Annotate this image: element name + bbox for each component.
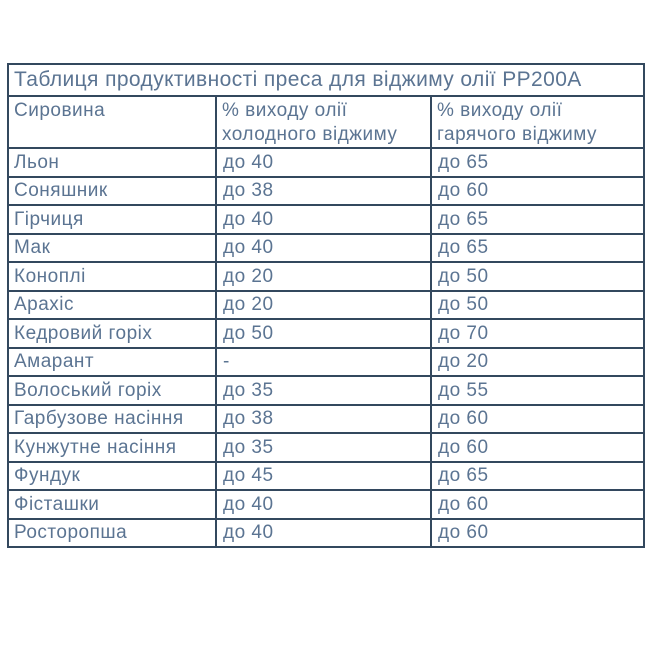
column-header-hot-press-yield: % виходу олії гарячого віджиму (431, 96, 644, 148)
table-row (8, 348, 644, 377)
table-title-row (8, 64, 644, 96)
hot-press-value-cell: до 65 (431, 205, 644, 234)
column-header-raw-material: Сировина (8, 96, 216, 148)
raw-material-cell: Соняшник (8, 177, 216, 206)
table-row (8, 234, 644, 263)
raw-material-cell: Амарант (8, 348, 216, 377)
cold-press-value-cell: - (216, 348, 431, 377)
cold-press-value-cell: до 40 (216, 519, 431, 548)
data-table (7, 63, 645, 548)
hot-press-value-cell: до 50 (431, 262, 644, 291)
table-row (8, 262, 644, 291)
raw-material-cell: Коноплі (8, 262, 216, 291)
hot-press-value-cell: до 65 (431, 234, 644, 263)
cold-press-value-cell: до 40 (216, 205, 431, 234)
hot-press-value-cell: до 50 (431, 291, 644, 320)
table-row (8, 177, 644, 206)
raw-material-cell: Кедровий горіх (8, 319, 216, 348)
table-row (8, 433, 644, 462)
cold-press-value-cell: до 38 (216, 405, 431, 434)
table-row (8, 148, 644, 177)
raw-material-cell: Фундук (8, 462, 216, 491)
cold-press-value-cell: до 35 (216, 376, 431, 405)
raw-material-cell: Льон (8, 148, 216, 177)
hot-press-value-cell: до 70 (431, 319, 644, 348)
raw-material-cell: Волоський горіх (8, 376, 216, 405)
raw-material-cell: Росторопша (8, 519, 216, 548)
raw-material-cell: Мак (8, 234, 216, 263)
raw-material-cell: Арахіс (8, 291, 216, 320)
table-row (8, 205, 644, 234)
hot-press-value-cell: до 60 (431, 490, 644, 519)
hot-press-value-cell: до 60 (431, 519, 644, 548)
table-header-row (8, 96, 644, 148)
cold-press-value-cell: до 35 (216, 433, 431, 462)
cold-press-value-cell: до 38 (216, 177, 431, 206)
table-title: Таблиця продуктивності преса для віджиму олії PP200A (8, 64, 644, 96)
hot-press-value-cell: до 65 (431, 148, 644, 177)
table-row (8, 319, 644, 348)
hot-press-value-cell: до 60 (431, 177, 644, 206)
table-row (8, 490, 644, 519)
raw-material-cell: Кунжутне насіння (8, 433, 216, 462)
table-row (8, 376, 644, 405)
cold-press-value-cell: до 40 (216, 148, 431, 177)
oil-press-productivity-table (7, 63, 643, 548)
hot-press-value-cell: до 20 (431, 348, 644, 377)
hot-press-value-cell: до 60 (431, 405, 644, 434)
cold-press-value-cell: до 20 (216, 262, 431, 291)
cold-press-value-cell: до 50 (216, 319, 431, 348)
raw-material-cell: Гарбузове насіння (8, 405, 216, 434)
cold-press-value-cell: до 45 (216, 462, 431, 491)
cold-press-value-cell: до 20 (216, 291, 431, 320)
table-row (8, 519, 644, 548)
table-row (8, 462, 644, 491)
cold-press-value-cell: до 40 (216, 490, 431, 519)
raw-material-cell: Гірчиця (8, 205, 216, 234)
table-row (8, 291, 644, 320)
column-header-cold-press-yield: % виходу олії холодного віджиму (216, 96, 431, 148)
raw-material-cell: Фісташки (8, 490, 216, 519)
hot-press-value-cell: до 60 (431, 433, 644, 462)
hot-press-value-cell: до 65 (431, 462, 644, 491)
cold-press-value-cell: до 40 (216, 234, 431, 263)
hot-press-value-cell: до 55 (431, 376, 644, 405)
table-row (8, 405, 644, 434)
